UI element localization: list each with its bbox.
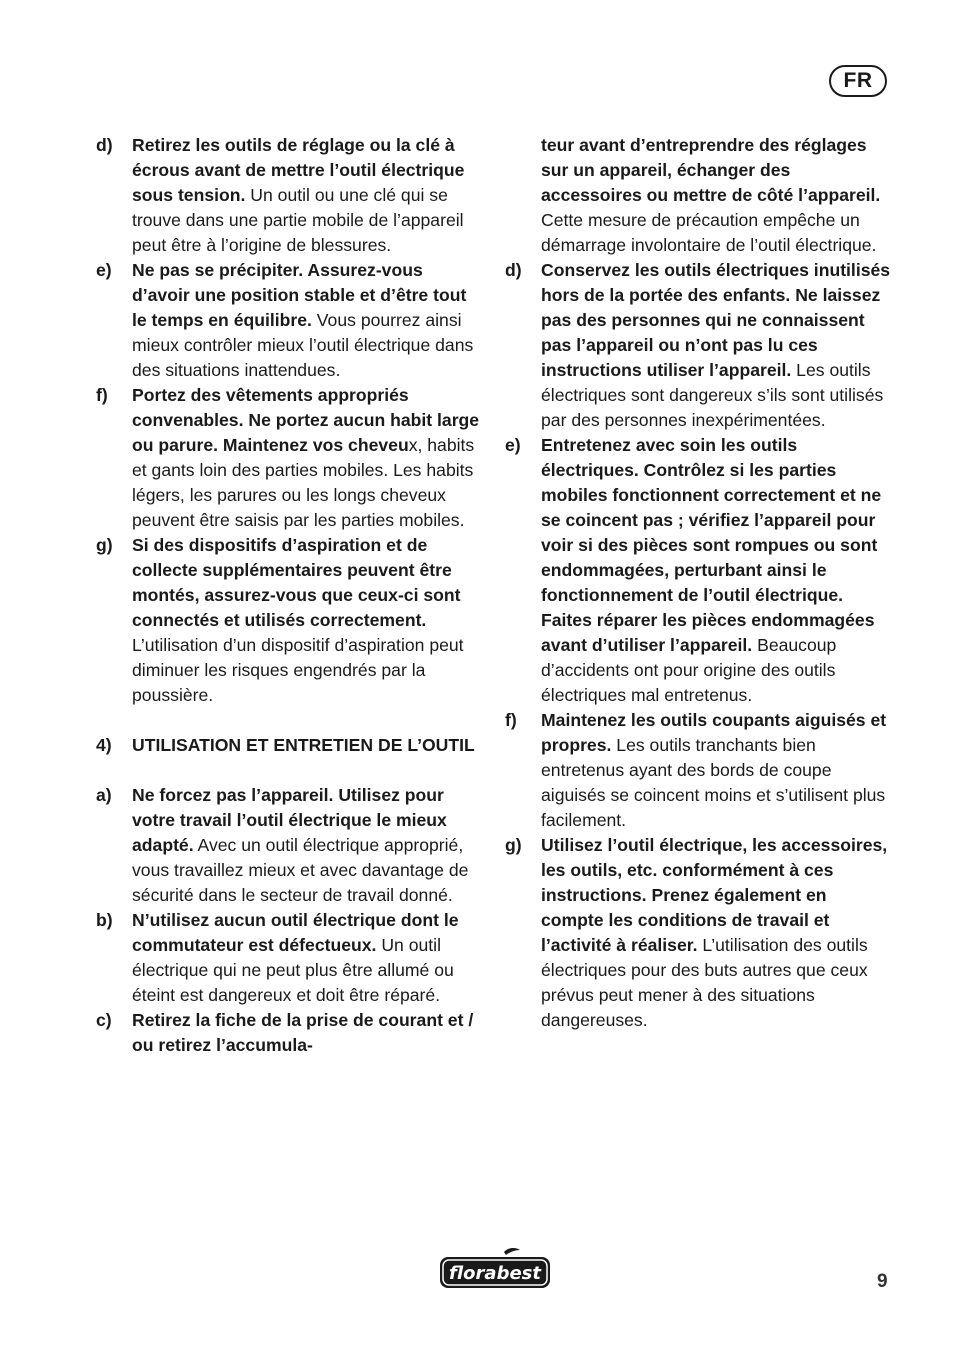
- list-item-d: [96, 133, 484, 258]
- item-text: Les outils électriques sont dangereux s’ils sont utilisés par des personnes inexpérimentées.: [541, 360, 884, 430]
- list-item-b: [96, 908, 484, 1008]
- item-text: L’utilisation des outils électriques pour des buts autres que ceux prévus peut mener à des situations dangereuses.: [541, 935, 868, 1030]
- list-marker: f): [96, 385, 108, 405]
- left-column: [96, 133, 484, 1058]
- item-bold-text: Ne pas se précipiter. Assurez-vous d’avoir une position stable et d’être tout le temps en équilibre.: [132, 260, 467, 330]
- item-text: x, habits et gants loin des parties mobiles. Les habits légers, les parures ou les longs cheveux peuvent être saisis par les parties mobiles.: [132, 435, 475, 530]
- item-bold-text: Retirez les outils de réglage ou la clé à écrous avant de mettre l’outil électrique sous tension.: [132, 135, 465, 205]
- leaf-icon: [504, 1248, 520, 1255]
- list-item-a: [96, 783, 484, 908]
- item-bold-text: Portez des vêtements appropriés convenables. Ne portez aucun habit large ou parure. Maintenez vos cheveu: [132, 385, 480, 455]
- item-text: Un outil ou une clé qui se trouve dans une partie mobile de l’appareil peut être à l’origine de blessures.: [132, 185, 464, 255]
- item-text: Cette mesure de précaution empêche un démarrage involontaire de l’outil électrique.: [541, 210, 877, 255]
- right-column: [505, 133, 893, 1033]
- language-badge: FR: [829, 65, 887, 97]
- brand-logo-text: florabest: [449, 1263, 541, 1284]
- list-item-f: [505, 708, 893, 833]
- section-number: 4): [96, 735, 112, 755]
- section-heading: [96, 733, 484, 758]
- list-marker: f): [505, 710, 517, 730]
- list-item-e: [505, 433, 893, 708]
- item-bold-text: teur avant d’entreprendre des réglages sur un appareil, échanger des accessoires ou mettre de côté l’appareil.: [541, 135, 881, 205]
- page-number: 9: [877, 1271, 888, 1292]
- item-bold-text: Conservez les outils électriques inutilisés hors de la portée des enfants. Ne laissez pas des personnes qui ne connaissent pas l’appareil ou n’ont pas lu ces instructions utiliser l’appareil.: [541, 260, 891, 380]
- list-marker: d): [505, 260, 522, 280]
- list-marker: e): [505, 435, 521, 455]
- list-item-c: [96, 1008, 484, 1058]
- list-item-c-continued: [505, 133, 893, 258]
- list-marker: d): [96, 135, 113, 155]
- item-bold-text: Utilisez l’outil électrique, les accessoires, les outils, etc. conformément à ces instructions. Prenez également en compte les conditions de travail et l’activité à réaliser.: [541, 835, 888, 955]
- list-marker: b): [96, 910, 113, 930]
- item-bold-text: Si des dispositifs d’aspiration et de collecte supplémentaires peuvent être montés, assurez-vous que ceux-ci sont connectés et utilisés correctement.: [132, 535, 461, 630]
- item-bold-text: Retirez la fiche de la prise de courant et / ou retirez l’accumula-: [132, 1010, 474, 1055]
- item-bold-text: Maintenez les outils coupants aiguisés et propres.: [541, 710, 887, 755]
- item-text: L’utilisation d’un dispositif d’aspiration peut diminuer les risques engendrés par la poussière.: [132, 635, 464, 705]
- brand-logo: [438, 1246, 552, 1295]
- list-item-g: [505, 833, 893, 1033]
- list-item-g: [96, 533, 484, 708]
- list-marker: g): [96, 535, 113, 555]
- item-text: Un outil électrique qui ne peut plus être allumé ou éteint est dangereux et doit être réparé.: [132, 935, 454, 1005]
- list-marker: g): [505, 835, 522, 855]
- item-text: Les outils tranchants bien entretenus ayant des bords de coupe aiguisés se coincent moins et s’utilisent plus facilement.: [541, 735, 886, 830]
- list-item-d: [505, 258, 893, 433]
- list-marker: a): [96, 785, 112, 805]
- list-marker: c): [96, 1010, 112, 1030]
- item-text: Vous pourrez ainsi mieux contrôler mieux l’outil électrique dans des situations inattendues.: [132, 310, 474, 380]
- item-text: Avec un outil électrique approprié, vous travaillez mieux et avec davantage de sécurité dans le secteur de travail donné.: [132, 835, 469, 905]
- item-bold-text: Ne forcez pas l’appareil. Utilisez pour votre travail l’outil électrique le mieux adapté.: [132, 785, 447, 855]
- list-marker: e): [96, 260, 112, 280]
- item-bold-text: Entretenez avec soin les outils électriques. Contrôlez si les parties mobiles fonctionnent correctement et ne se coincent pas ; vérifiez l’appareil pour voir si des pièces sont rompues ou sont endommagées, perturbant ainsi le fonctionnement de l’outil électrique. Faites réparer les pièces endommagées avant d’utiliser l’appareil.: [541, 435, 882, 655]
- item-bold-text: N’utilisez aucun outil électrique dont le commutateur est défectueux.: [132, 910, 459, 955]
- list-item-f: [96, 383, 484, 533]
- section-title: UTILISATION ET ENTRETIEN DE L’OUTIL: [132, 735, 475, 755]
- item-text: Beaucoup d’accidents ont pour origine des outils électriques mal entretenus.: [541, 635, 837, 705]
- list-item-e: [96, 258, 484, 383]
